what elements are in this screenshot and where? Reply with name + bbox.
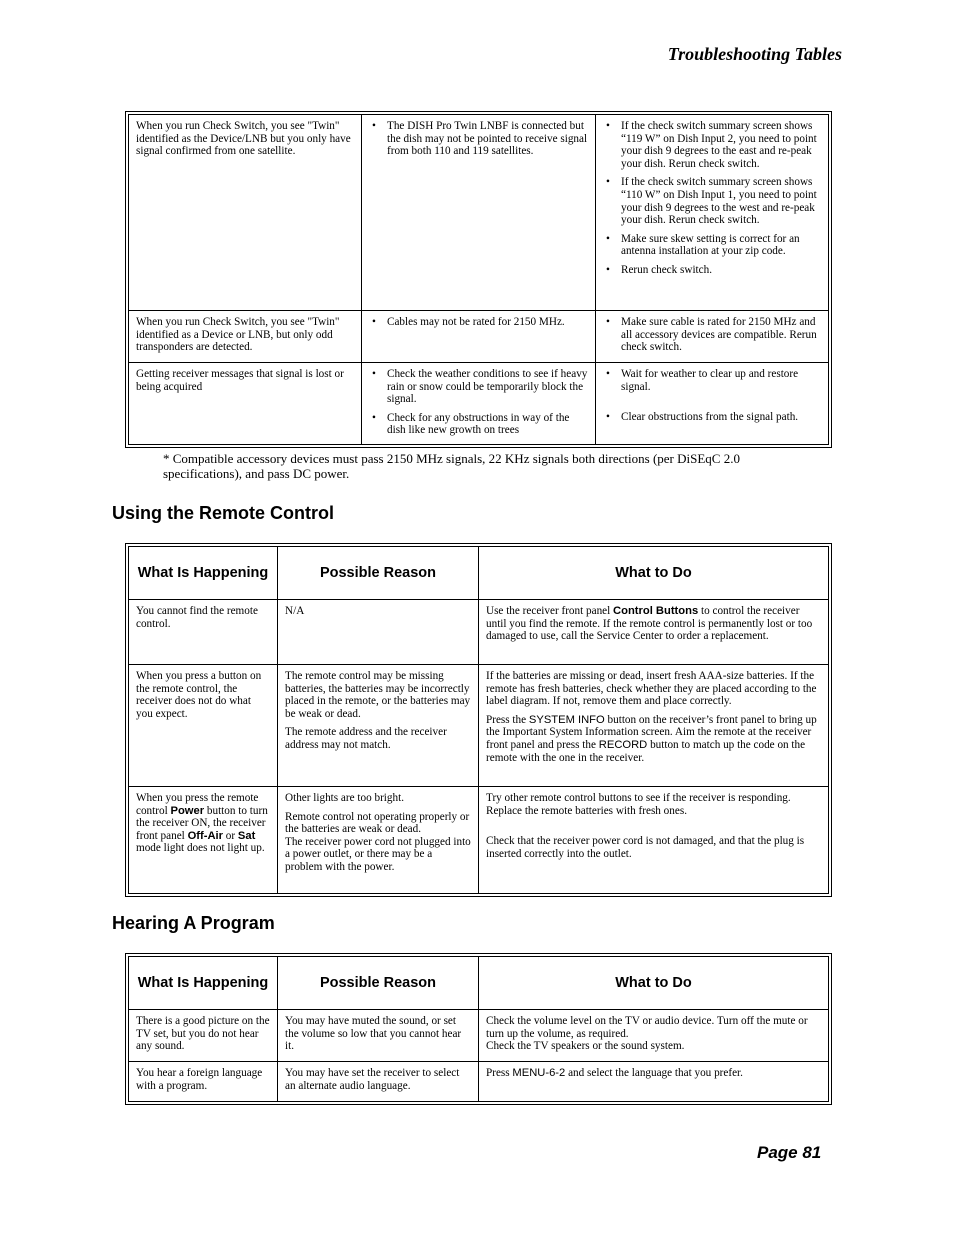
table-row <box>129 600 829 665</box>
list-item: • Check the weather conditions to see if heavy rain or snow could be temporarily block the signal. <box>369 368 588 406</box>
happening-cell: You hear a foreign language with a program. <box>129 1062 278 1102</box>
column-header-reason: Possible Reason <box>278 957 479 1010</box>
reason-text: The receiver power cord not plugged into a power outlet, or there may be a problem with the power. <box>285 835 471 873</box>
column-header-happening: What Is Happening <box>129 547 278 600</box>
todo-cell <box>479 600 829 665</box>
menu-code-label: MENU-6-2 <box>512 1067 566 1079</box>
table-header-row <box>129 957 829 1010</box>
todo-text: Check the TV speakers or the sound system. <box>486 1040 685 1053</box>
power-label: Power <box>170 804 205 817</box>
todo-text: Press the SYSTEM INFO button on the receiver’s front panel to bring up the Important System Information screen. Aim the remote at the receiver front panel and press the RECORD button to match up the code on the remote with the one in the receiver. <box>486 713 817 764</box>
reason-text: Remote control not operating properly or the batteries are weak or dead. <box>285 810 470 836</box>
todo-text: Use the receiver front panel <box>486 605 614 617</box>
record-label: RECORD <box>598 738 648 751</box>
reason-text: The remote address and the receiver address may not match. <box>285 726 447 751</box>
reason-cell <box>362 363 596 445</box>
reason-cell <box>278 787 479 894</box>
table-row <box>129 1062 829 1102</box>
todo-cell <box>596 311 829 363</box>
sat-label: Sat <box>237 829 256 842</box>
reason-cell <box>362 115 596 311</box>
list-item: • The DISH Pro Twin LNBF is connected but the dish may not be pointed to receive signal from both 110 and 119 satellites. <box>369 120 588 158</box>
happening-cell: When you run Check Switch, you see "Twin" identified as a Device or LNB, but only odd transponders are detected. <box>129 311 362 363</box>
table-row <box>129 363 829 445</box>
table-row <box>129 311 829 363</box>
reason-text: The remote control may be missing batteries, the batteries may be incorrectly placed in the remote, or the batteries may be weak or dead. <box>285 670 471 720</box>
list-item: • If the check switch summary screen shows “119 W” on Dish Input 2, you need to point your dish 9 degrees to the east and re-peak your dish. Rerun check switch. <box>603 120 821 170</box>
reason-cell <box>278 665 479 787</box>
todo-text: Check the volume level on the TV or audio device. Turn off the mute or turn up the volume, as required. <box>486 1015 808 1040</box>
section-heading-remote: Using the Remote Control <box>112 503 335 523</box>
reason-cell: You may have muted the sound, or set the volume so low that you cannot hear it. <box>278 1010 479 1062</box>
list-item: • Rerun check switch. <box>603 264 821 277</box>
todo-cell <box>479 1010 829 1062</box>
todo-cell <box>479 665 829 787</box>
signal-troubleshooting-table <box>125 111 832 448</box>
system-info-label: SYSTEM INFO <box>528 713 605 726</box>
column-header-todo: What to Do <box>479 957 829 1010</box>
column-header-todo: What to Do <box>479 547 829 600</box>
todo-cell: Press MENU-6-2 and select the language that you prefer. <box>479 1062 829 1102</box>
section-heading-hearing: Hearing A Program <box>112 913 275 933</box>
list-item: • Clear obstructions from the signal path. <box>603 411 821 424</box>
list-item: • Make sure cable is rated for 2150 MHz and all accessory devices are compatible. Rerun check switch. <box>603 316 821 354</box>
happening-cell: When you run Check Switch, you see "Twin" identified as the Device/LNB but you only have signal confirmed from one satellite. <box>129 115 362 311</box>
todo-cell <box>596 363 829 445</box>
reason-cell: You may have set the receiver to select an alternate audio language. <box>278 1062 479 1102</box>
happening-cell: There is a good picture on the TV set, but you do not hear any sound. <box>129 1010 278 1062</box>
remote-control-table <box>125 543 832 897</box>
off-air-label: Off-Air <box>187 829 223 842</box>
todo-cell <box>596 115 829 311</box>
page-number: Page 81 <box>757 1143 822 1162</box>
table-row <box>129 1010 829 1062</box>
reason-cell <box>362 311 596 363</box>
todo-text: Check that the receiver power cord is not damaged, and that the plug is inserted correctly into the outlet. <box>486 835 805 860</box>
happening-cell: When you press the remote control Power button to turn the receiver ON, the receiver front panel Off-Air or Sat mode light does not light up. <box>129 787 278 894</box>
todo-text: to control the receiver until you find the remote. If the remote control is permanently lost or too damaged to use, call the Service Center to order a replacement. <box>486 605 813 643</box>
happening-cell: When you press a button on the remote control, the receiver does not do what you expect. <box>129 665 278 787</box>
happening-cell: You cannot find the remote control. <box>129 600 278 665</box>
todo-text: If the batteries are missing or dead, insert fresh AAA-size batteries. If the remote has fresh batteries, check whether they are placed according to the label diagram. If not, remove them and place correctly. <box>486 670 817 708</box>
table-row <box>129 787 829 894</box>
footnote: * Compatible accessory devices must pass 2150 MHz signals, 22 KHz signals both directions (per DiSEqC 2.0 specifications), and pass DC power. <box>163 451 740 481</box>
table-row <box>129 115 829 311</box>
list-item: • Wait for weather to clear up and restore signal. <box>603 368 821 393</box>
running-header-title: Troubleshooting Tables <box>667 44 842 64</box>
control-buttons-label: Control Buttons <box>613 605 699 617</box>
list-item: • Cables may not be rated for 2150 MHz. <box>369 316 588 329</box>
list-item: • Make sure skew setting is correct for an antenna installation at your zip code. <box>603 233 821 258</box>
list-item: • If the check switch summary screen shows “110 W” on Dish Input 1, you need to point your dish 9 degrees to the west and re-peak your dish. Rerun check switch. <box>603 176 821 226</box>
todo-cell <box>479 787 829 894</box>
hearing-program-table <box>125 953 832 1105</box>
column-header-reason: Possible Reason <box>278 547 479 600</box>
happening-cell: Getting receiver messages that signal is lost or being acquired <box>129 363 362 445</box>
list-item: • Check for any obstructions in way of the dish like new growth on trees <box>369 412 588 437</box>
reason-cell: N/A <box>278 600 479 665</box>
table-header-row <box>129 547 829 600</box>
column-header-happening: What Is Happening <box>129 957 278 1010</box>
reason-text: Other lights are too bright. <box>285 792 404 804</box>
todo-text: Try other remote control buttons to see if the receiver is responding. Replace the remote batteries with fresh ones. <box>486 792 791 817</box>
table-row <box>129 665 829 787</box>
